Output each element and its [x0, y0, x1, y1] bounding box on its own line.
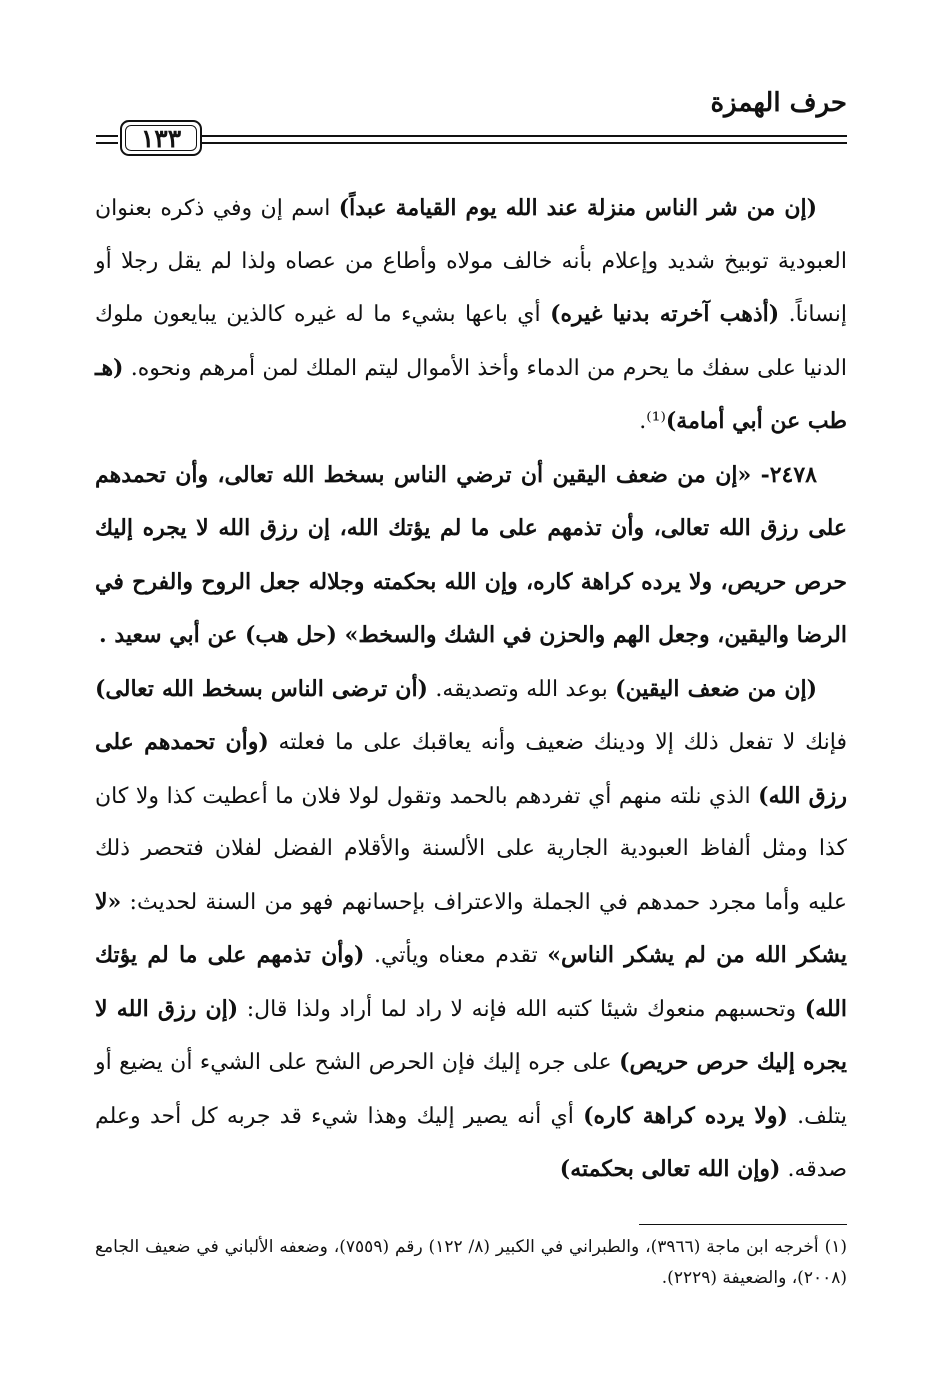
footnote: (١) أخرجه ابن ماجة (٣٩٦٦)، والطبراني في الكبير (٨/ ١٢٢) رقم (٧٥٥٩)، وضعفه الألباني في ضعيف الجامع (٢٠٠٨)، والضعيفة (٢٢٢٩). [95, 1237, 847, 1288]
bold-quote: (هـ طب عن أبي أمامة) [95, 354, 847, 434]
commentary-text: ⁽¹⁾. [639, 409, 666, 434]
commentary-text: على جره إليك فإن الحرص الشح على الشيء أن يضيع أو يتلف. [95, 1050, 847, 1129]
bold-quote: (إن من ضعف اليقين) [615, 675, 817, 702]
bold-quote: (وأن تحمدهم على رزق الله) [95, 729, 847, 809]
commentary-text: أي باعها بشيء ما له غيره كالذين يبايعون ملوك الدنيا على سفك ما يحرم من الدماء وأخذ الأموال ليتم الملك لمن أمرهم ونحوه. [95, 302, 847, 381]
bold-quote: (إن رزق الله لا يجره إليك حرص حريص) [95, 995, 847, 1075]
commentary-text: تقدم معناه ويأتي. [364, 943, 548, 968]
bold-quote: (وأن تذمهم على ما لم يؤتك الله) [95, 942, 847, 1022]
bold-quote: (إن من شر الناس منزلة عند الله يوم القيامة عبداً) [338, 195, 818, 221]
running-title: حرف الهمزة [710, 88, 847, 118]
bold-quote: (أن ترضى الناس بسخط الله تعالى) [95, 675, 428, 702]
footnote-rule [639, 1224, 847, 1225]
footnotes [95, 1232, 847, 1294]
bold-quote: (أذهب آخرته بدنيا غيره) [550, 301, 780, 327]
commentary-text: اسم إن وفي ذكره بعنوان العبودية توبيخ شديد وإعلام بأنه خالف مولاه وأطاع من عصاه ولذا لم يقل رجلا أو إنساناً. [95, 196, 847, 327]
commentary-text: فإنك لا تفعل ذلك إلا ودينك ضعيف وأنه يعاقبك على ما فعلته [268, 730, 847, 755]
commentary-text: الذي نلته منهم أي تفردهم بالحمد وتقول لولا فلان ما أعطيت كذا ولا كان كذا ومثل ألفاظ العبودية الجارية على الألسنة والأقلام الفضل لفلان فتحصر ذلك عليه وأما مجرد حمدهم في الجملة والاعتراف بإحسانهم فهو من السنة لحديث: [95, 783, 847, 915]
paragraph [95, 449, 847, 663]
body-text [95, 182, 847, 1197]
bold-quote: (ولا يرده كراهة كاره) [583, 1102, 788, 1129]
paragraph [95, 182, 847, 449]
commentary-text: بوعد الله وتصديقه. [427, 676, 616, 702]
bold-quote: (وإن الله تعالى بحكمته) [559, 1156, 781, 1182]
paragraph [95, 663, 847, 1197]
bold-quote: ٢٤٧٨- «إن من ضعف اليقين أن ترضي الناس بسخط الله تعالى، وأن تحمدهم على رزق الله تعالى، وأن تذمهم على ما لم يؤتك الله، إن رزق الله لا يجره إليك حرص حريص، ولا يرده كراهة كاره، وإن الله بحكمته وجلاله جعل الروح والفرح في الرضا واليقين، وجعل الهم والحزن في الشك والسخط» (حل هب) عن أبي سعيد . [95, 461, 847, 648]
header-rule [197, 135, 847, 144]
commentary-text: وتحسبهم منعوك شيئا كتبه الله فإنه لا راد لما أراد ولذا قال: [238, 996, 805, 1022]
commentary-text: أي أنه يصير إليك وهذا شيء قد جربه كل أحد وعلم صدقه. [95, 1103, 847, 1182]
page-number-frame [120, 120, 202, 156]
header-rule-stub [96, 135, 118, 144]
bold-quote: «لا يشكر الله من لم يشكر الناس» [95, 888, 848, 968]
page-number: ١٣٣ [140, 123, 182, 153]
